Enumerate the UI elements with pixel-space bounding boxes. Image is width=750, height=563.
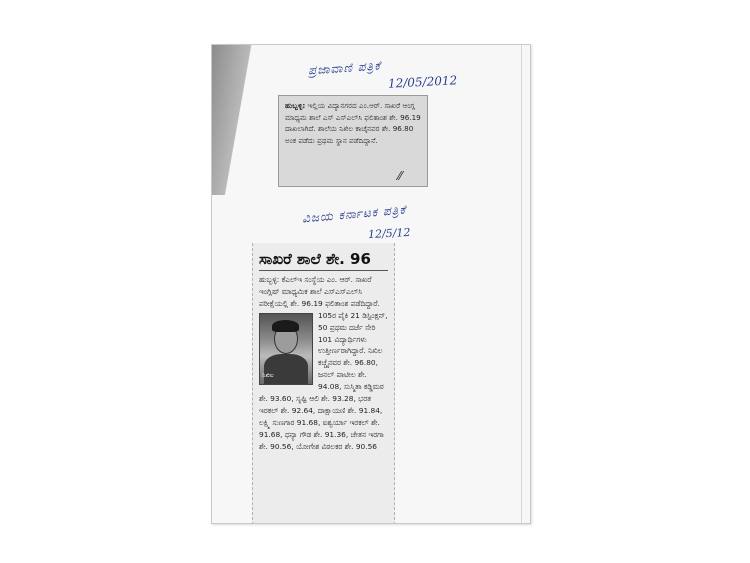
student-photo <box>259 313 313 385</box>
clipping-1-place: ಹುಬ್ಬಳ್ಳಿ: <box>285 101 306 110</box>
handwritten-note-top: ಪ್ರಜಾವಾಣಿ ಪತ್ರಿಕೆ <box>307 58 382 78</box>
handwritten-note-middle: ವಿಜಯ ಕರ್ನಾಟಕ ಪತ್ರಿಕೆ <box>301 202 407 226</box>
clipping-1-body: ಇಲ್ಲಿಯ ವಿದ್ಯಾನಗರದ ಎಂ.ಆರ್. ಸಾಖರೆ ಆಂಗ್ಲ ಮಾಧ್ಯಮ ಶಾಲೆ ಎಸ್ ಎಸ್‌ಎಲ್‌ಸಿ ಫಲಿತಾಂಶ ಶೇ. 96.19 ದಾಖಲಾಗಿದೆ. ಶಾಲೆಯ ನಿಖಿಲ ಕಾಚೈನವರ ಶೇ. 96.80 ಅಂಕ ಪಡೆದು ಪ್ರಥಮ ಸ್ಥಾನ ಪಡೆದಿದ್ದಾನೆ. <box>285 101 421 145</box>
scanned-page <box>211 44 531 524</box>
clipping-2-intro: ಹುಬ್ಬಳ್ಳಿ: ಕೆಎಲ್‌ಇ ಸಂಸ್ಥೆಯ ಎಂ. ಆರ್. ಸಾಖರೆ ಇಂಗ್ಲಿಷ್ ಮಾಧ್ಯಮಿಕ ಶಾಲೆ ಎಸ್ಎಸ್ಎಲ್‌ಸಿ ಪರೀಕ್ಷೆಯಲ್ಲಿ ಶೇ. 96.19 ಫಲಿತಾಂಶ ಪಡೆದಿದ್ದಾರೆ. <box>259 275 380 308</box>
page-fold-shadow <box>212 45 272 195</box>
newspaper-clipping-2 <box>252 243 395 524</box>
handwritten-date-middle: 12/5/12 <box>367 225 411 242</box>
page-edge-line <box>521 45 522 523</box>
handwritten-date-top: 12/05/2012 <box>387 73 458 91</box>
pen-tick-mark: ⁄⁄ <box>398 169 403 183</box>
clipping-2-body: 105ರ ಪೈಕಿ 21 ಡಿಸ್ಟಿಂಕ್ಷನ್, 50 ಪ್ರಥಮ ದರ್ಜೆ ಸೇರಿ 101 ವಿದ್ಯಾರ್ಥಿಗಳು ಉತ್ತೀರ್ಣರಾಗಿದ್ದಾರೆ. ನಿಖಿಲ ಕಚ್ಚೈನವರ ಶೇ. 96.80, ಜನಲ್ ಪಾಟೀಲ ಶೇ. 94.08, ಸುಸ್ಮಿತಾ ಕಡ್ಡಿಮಠ ಶೇ. 93.60, ಸೃಷ್ಟಿ ಆಲಿ ಶೇ. 93.28, ಭರತ ಇರಕಲ್ ಶೇ. 92.64, ದಾಕ್ಷಾಯಣಿ ಶೇ. 91.84, ಲಕ್ಷ್ಮಿ ಸುಣಗಾರ 91.68, ಐಶ್ವರ್ಯಾ ಇರಕಲ್ ಶೇ. 91.68, ಧನ್ಯಾ ಗೌಡ ಶೇ. 91.36, ಚೇತನ ಇರಗಾ ಶೇ. 90.56, ಯೋಗೇಶ ವಿಠಲಕರ ಶೇ. 90.56 <box>259 310 388 451</box>
photo-caption: ನಿಖಿಲ <box>262 371 274 379</box>
newspaper-clipping-1 <box>278 95 428 187</box>
photo-hair-shape <box>272 320 299 332</box>
clipping-2-headline: ಸಾಖರೆ ಶಾಲೆ ಶೇ. 96 <box>259 249 388 271</box>
